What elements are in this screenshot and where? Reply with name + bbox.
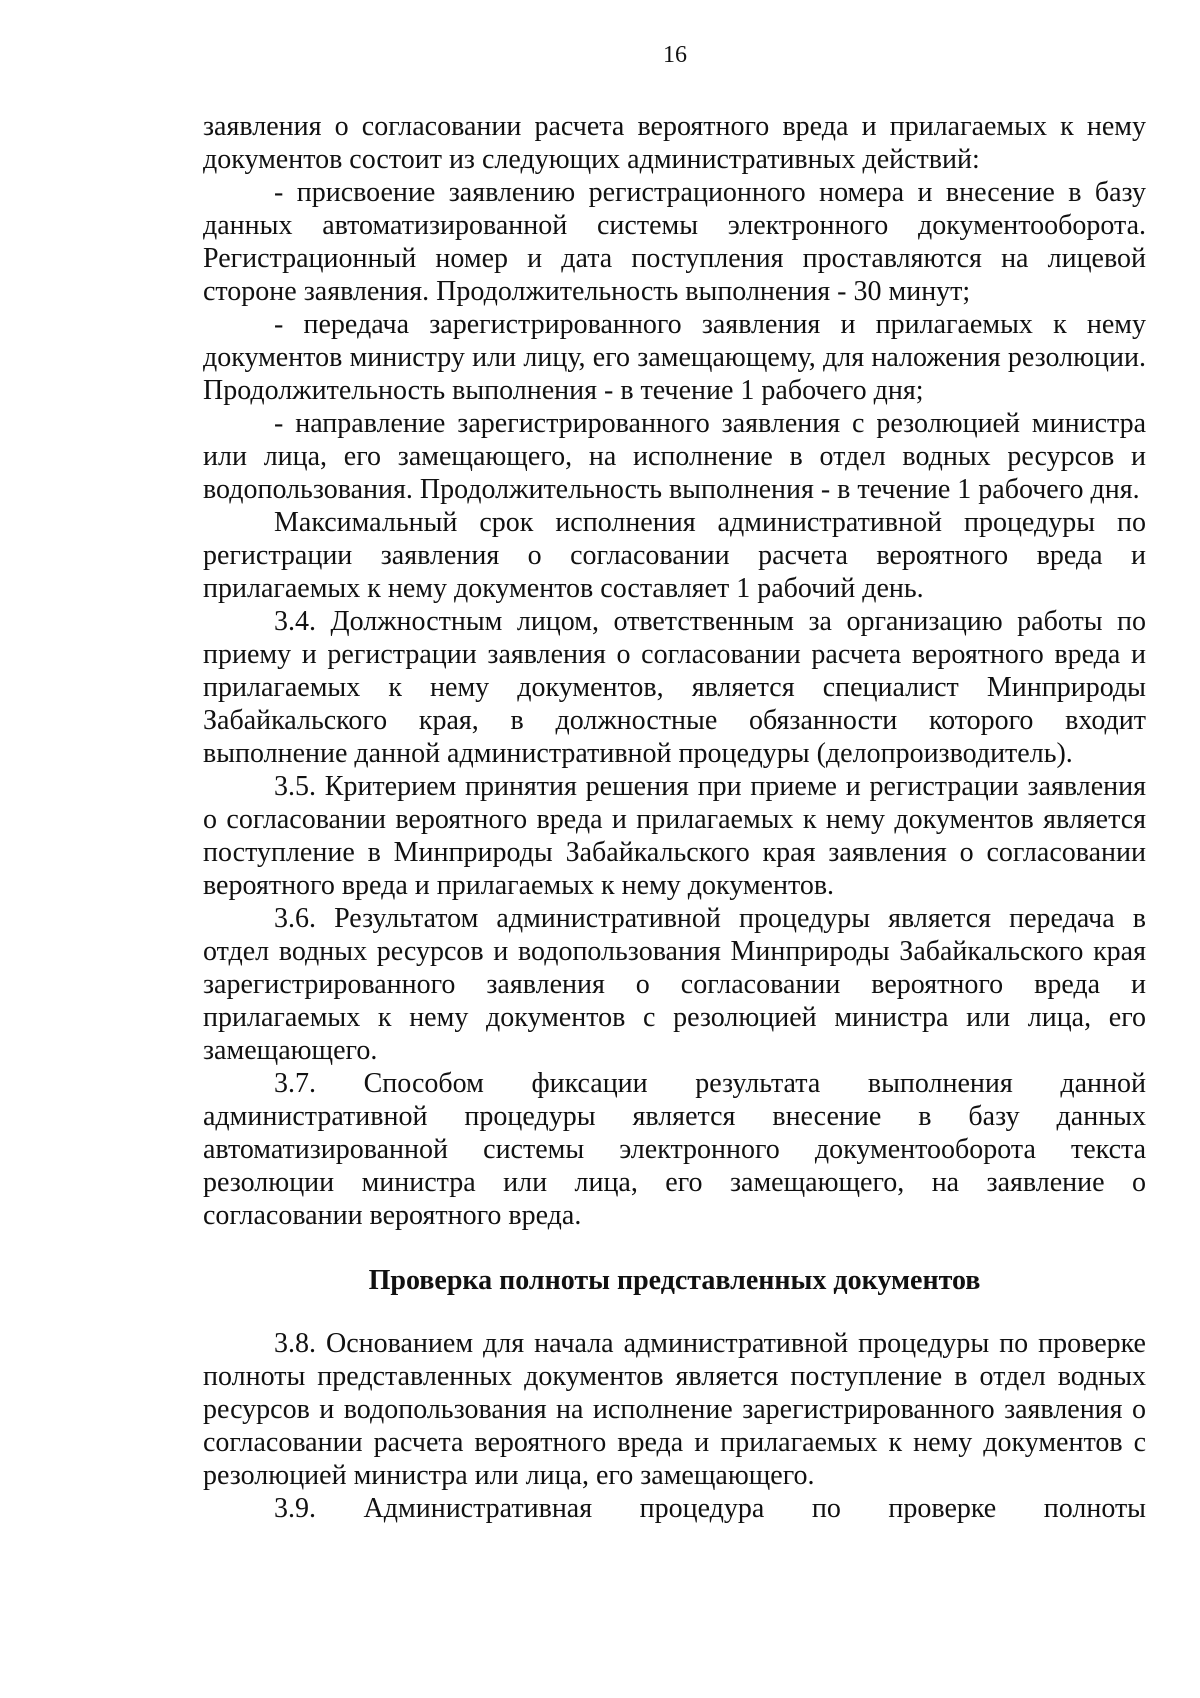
paragraph-3-9: 3.9. Административная процедура по проверке полноты [274, 1493, 1146, 1524]
list-item-direction: - направление зарегистрированного заявления с резолюцией министра или лица, его замещающего, на исполнение в отдел водных ресурсов и водопользования. Продолжительность выполнения - в течение 1 рабочего дня. [203, 408, 1146, 505]
paragraph-3-4: 3.4. Должностным лицом, ответственным за организацию работы по приему и регистрации заявления о согласовании расчета вероятного вреда и прилагаемых к нему документов, является специалист Минприроды Забайкальского края, в должностные обязанности которого входит выполнение данной административной процедуры (делопроизводитель). [203, 606, 1146, 769]
list-item-transfer: - передача зарегистрированного заявления и прилагаемых к нему документов министру или лицу, его замещающему, для наложения резолюции. Продолжительность выполнения - в течение 1 рабочего дня; [203, 309, 1146, 406]
paragraph-continuation: заявления о согласовании расчета вероятного вреда и прилагаемых к нему документов состоит из следующих административных действий: [203, 111, 1146, 175]
page-number: 16 [663, 42, 687, 68]
document-body [203, 110, 1146, 1525]
paragraph-3-7: 3.7. Способом фиксации результата выполнения данной административной процедуры является внесение в базу данных автоматизированной системы электронного документооборота текста резолюции министра или лица, его замещающего, на заявление о согласовании вероятного вреда. [203, 1068, 1146, 1231]
list-item-registration: - присвоение заявлению регистрационного номера и внесение в базу данных автоматизированной системы электронного документооборота. Регистрационный номер и дата поступления проставляются на лицевой стороне заявления. Продолжительность выполнения - 30 минут; [203, 177, 1146, 307]
section-heading: Проверка полноты представленных документов [368, 1265, 981, 1296]
paragraph-3-6: 3.6. Результатом административной процедуры является передача в отдел водных ресурсов и водопользования Минприроды Забайкальского края зарегистрированного заявления о согласовании вероятного вреда и прилагаемых к нему документов с резолюцией министра или лица, его замещающего. [203, 903, 1146, 1066]
paragraph-3-5: 3.5. Критерием принятия решения при приеме и регистрации заявления о согласовании вероятного вреда и прилагаемых к нему документов является поступление в Минприроды Забайкальского края заявления о согласовании вероятного вреда и прилагаемых к нему документов. [203, 771, 1146, 901]
paragraph-max-term: Максимальный срок исполнения административной процедуры по регистрации заявления о согласовании расчета вероятного вреда и прилагаемых к нему документов составляет 1 рабочий день. [203, 507, 1146, 604]
paragraph-3-8: 3.8. Основанием для начала административной процедуры по проверке полноты представленных документов является поступление в отдел водных ресурсов и водопользования на исполнение зарегистрированного заявления о согласовании расчета вероятного вреда и прилагаемых к нему документов с резолюцией министра или лица, его замещающего. [203, 1328, 1146, 1491]
